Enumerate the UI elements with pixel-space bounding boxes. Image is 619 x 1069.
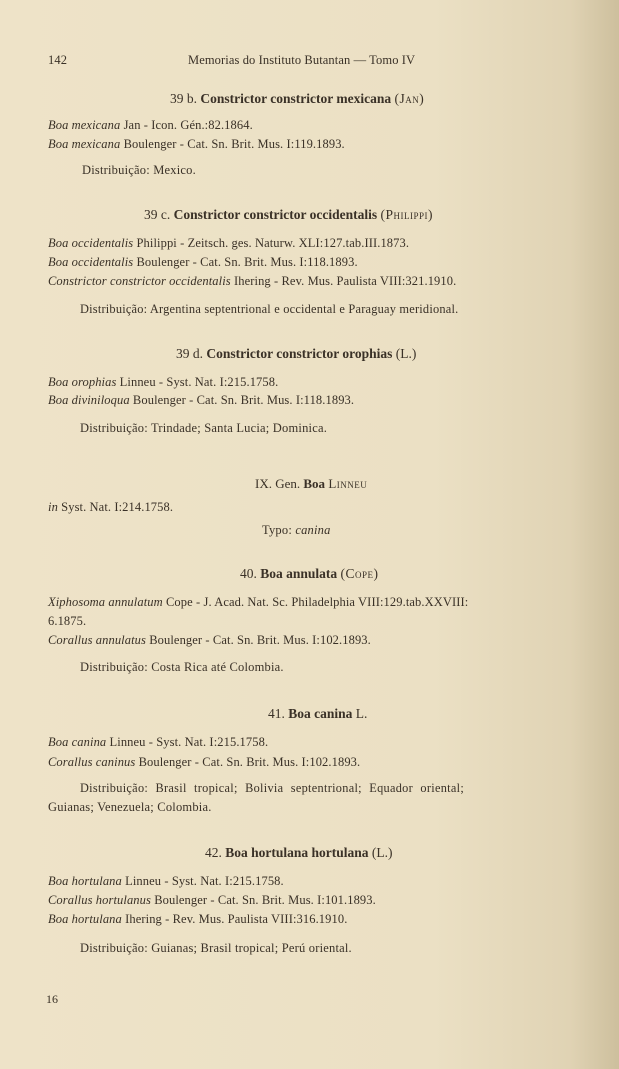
- synonym-ref: Corallus annulatus Boulenger - Cat. Sn. Brit. Mus. I:102.1893.: [48, 633, 371, 647]
- synonym-ref: Boa occidentalis Philippi - Zeitsch. ges. Naturw. XLI:127.tab.III.1873.: [48, 236, 410, 250]
- synonym-ref: Boa hortulana Ihering - Rev. Mus. Paulista VIII:316.1910.: [48, 912, 348, 926]
- taxon-name: Boa canina: [288, 706, 353, 721]
- synonym-ref: Boa mexicana Boulenger - Cat. Sn. Brit. Mus. I:119.1893.: [48, 137, 345, 151]
- taxon-author: (Jan): [394, 91, 425, 106]
- section-number: 40.: [240, 566, 257, 581]
- taxon-author: (Cope): [340, 566, 379, 581]
- synonym-ref: Boa hortulana Linneu - Syst. Nat. I:215.1758.: [48, 874, 284, 888]
- taxon-name: Constrictor constrictor occidentalis: [173, 207, 378, 222]
- synonym-ref: Corallus caninus Boulenger - Cat. Sn. Brit. Mus. I:102.1893.: [48, 755, 361, 769]
- genus-title: [255, 476, 367, 492]
- section-title: [268, 706, 367, 722]
- synonym-ref: Boa canina Linneu - Syst. Nat. I:215.1758.: [48, 735, 269, 749]
- section-title: [240, 566, 379, 582]
- synonym-ref: Boa occidentalis Boulenger - Cat. Sn. Brit. Mus. I:118.1893.: [48, 255, 358, 269]
- taxon-author: (L.): [371, 845, 393, 860]
- page-number: 142: [48, 53, 68, 67]
- distribution: Distribuição: Mexico.: [82, 163, 196, 177]
- section-number: 39 c.: [144, 207, 171, 222]
- distribution: Distribuição: Argentina septentrional e occidental e Paraguay meridional.: [80, 302, 459, 316]
- synonym-ref: Corallus hortulanus Boulenger - Cat. Sn. Brit. Mus. I:101.1893.: [48, 893, 376, 907]
- synonym-ref: Boa mexicana Jan - Icon. Gén.:82.1864.: [48, 118, 253, 132]
- distribution: Distribuição: Costa Rica até Colombia.: [80, 660, 284, 674]
- synonym-ref: Boa diviniloqua Boulenger - Cat. Sn. Brit. Mus. I:118.1893.: [48, 393, 355, 407]
- synonym-ref: Boa orophias Linneu - Syst. Nat. I:215.1758.: [48, 375, 279, 389]
- taxon-author: (Philippi): [380, 207, 433, 222]
- taxon-author: L.: [355, 706, 368, 721]
- taxon-author: (L.): [395, 346, 417, 361]
- taxon-name: Boa hortulana hortulana: [225, 845, 369, 860]
- section-number: 41.: [268, 706, 285, 721]
- genus-ref: in Syst. Nat. I:214.1758.: [48, 500, 174, 514]
- section-title: [176, 346, 416, 362]
- distribution-continued: Guianas; Venezuela; Colombia.: [48, 800, 212, 814]
- section-title: [205, 845, 393, 861]
- taxon-name: Constrictor constrictor mexicana: [200, 91, 392, 106]
- distribution: Distribuição: Guianas; Brasil tropical; Perú oriental.: [80, 941, 352, 955]
- section-number: 39 d.: [176, 346, 203, 361]
- genus-author: Linneu: [328, 476, 368, 491]
- distribution: Distribuição: Brasil tropical; Bolivia septentrional; Equador oriental;: [80, 781, 465, 795]
- section-number: 42.: [205, 845, 222, 860]
- synonym-ref: Constrictor constrictor occidentalis Ihering - Rev. Mus. Paulista VIII:321.1910.: [48, 274, 457, 288]
- genus-type: Typo: canina: [262, 523, 331, 537]
- genus-number: IX. Gen.: [255, 476, 301, 491]
- genus-name: Boa: [303, 476, 326, 491]
- distribution: Distribuição: Trindade; Santa Lucia; Dominica.: [80, 421, 328, 435]
- section-title: [144, 207, 433, 223]
- taxon-name: Boa annulata: [260, 566, 338, 581]
- taxon-name: Constrictor constrictor orophias: [206, 346, 393, 361]
- running-head: Memorias do Instituto Butantan — Tomo IV: [188, 53, 416, 67]
- section-number: 39 b.: [170, 91, 197, 106]
- synonym-ref: Xiphosoma annulatum Cope - J. Acad. Nat. Sc. Philadelphia VIII:129.tab.XXVIII:: [48, 595, 469, 609]
- signature-mark: 16: [46, 992, 58, 1006]
- section-title: [170, 91, 424, 107]
- synonym-ref: 6.1875.: [48, 614, 87, 628]
